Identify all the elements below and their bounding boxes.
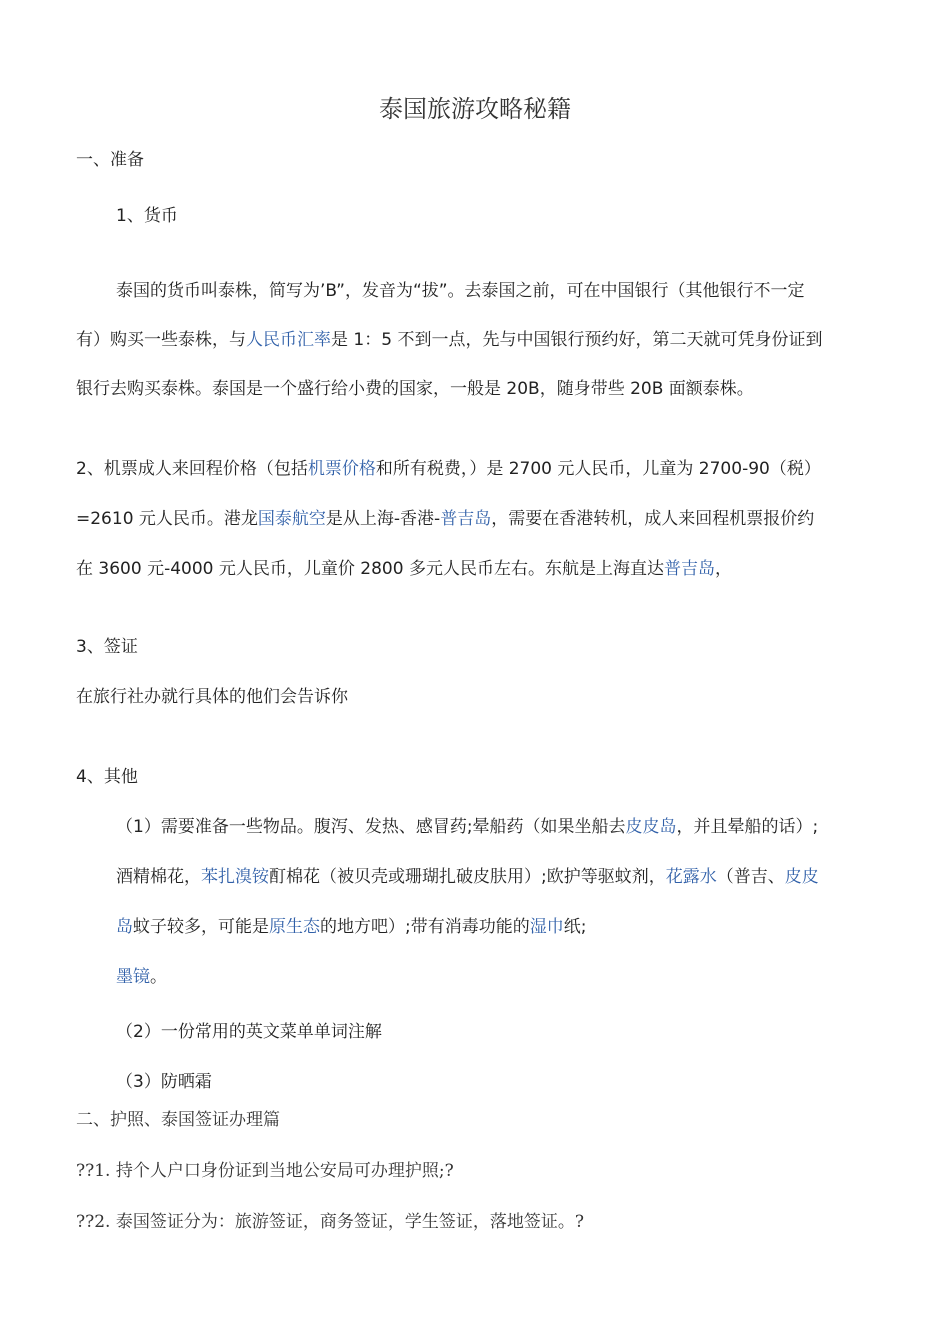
paragraph-currency-line-1: 泰国的货币叫泰株，简写为’B”，发音为“拔”。去泰国之前，可在中国银行（其他银行不一定 <box>116 281 805 301</box>
link-phi-phi-island[interactable]: 皮皮 <box>784 867 819 887</box>
link-airfare-price[interactable]: 机票价格 <box>307 459 376 479</box>
link-wet-wipes[interactable]: 湿巾 <box>529 917 564 937</box>
text-run: ， <box>714 559 732 579</box>
link-florida-water[interactable]: 花露水 <box>665 867 717 887</box>
paragraph-currency-line-3: 银行去购买泰株。泰国是一个盛行给小费的国家，一般是 20B，随身带些 20B 面额泰株。 <box>76 379 754 399</box>
section-heading-preparation: 一、准备 <box>76 150 144 170</box>
text-run: （1）需要准备一些物品。腹泻、发热、感冒药;晕船药（如果坐船去 <box>116 817 626 837</box>
link-benzalkonium-bromide[interactable]: 苯扎溴铵 <box>201 867 269 887</box>
text-run: 蚊子较多，可能是 <box>133 917 269 937</box>
paragraph-items-line-2 <box>116 865 819 889</box>
paragraph-items-line-1 <box>116 815 818 839</box>
link-rmb-exchange-rate[interactable]: 人民币汇率 <box>246 330 331 350</box>
subheading-visa: 3、签证 <box>76 637 138 657</box>
paragraph-passport: ??1. 持个人户口身份证到当地公安局可办理护照;? <box>76 1161 454 1181</box>
page-title: 泰国旅游攻略秘籍 <box>379 95 571 123</box>
paragraph-airfare-line-2 <box>76 507 814 531</box>
text-run: 2、机票成人来回程价格（包括 <box>76 459 308 479</box>
text-run: ，并且晕船的话）; <box>676 817 819 837</box>
text-run: （普吉、 <box>716 867 785 887</box>
link-phuket[interactable]: 普吉岛 <box>440 509 492 529</box>
link-ecological[interactable]: 原生态 <box>269 917 320 937</box>
paragraph-airfare-line-1 <box>76 457 821 481</box>
link-sunglasses[interactable]: 墨镜 <box>116 967 150 987</box>
text-run: 的地方吧）;带有消毒功能的 <box>320 917 530 937</box>
paragraph-currency-line-2 <box>76 328 822 352</box>
paragraph-visa-types: ??2. 泰国签证分为：旅游签证，商务签证，学生签证，落地签证。? <box>76 1212 584 1232</box>
text-run: 酒精棉花， <box>116 867 201 887</box>
text-run: 纸; <box>563 917 587 937</box>
subheading-other: 4、其他 <box>76 767 138 787</box>
section-heading-passport-visa: 二、护照、泰国签证办理篇 <box>76 1110 280 1130</box>
paragraph-visa: 在旅行社办就行具体的他们会告诉你 <box>76 687 348 707</box>
text-run: 是 1：5 不到一点，先与中国银行预约好，第二天就可凭身份证到 <box>331 330 823 350</box>
text-run: =2610 元人民币。港龙 <box>76 509 258 529</box>
paragraph-sunscreen: （3）防晒霜 <box>116 1072 212 1092</box>
paragraph-airfare-line-3 <box>76 557 732 581</box>
link-phi-phi-island[interactable]: 岛 <box>116 917 133 937</box>
link-cathay-pacific[interactable]: 国泰航空 <box>257 509 326 529</box>
subheading-currency: 1、货币 <box>116 206 178 226</box>
text-run: 在 3600 元-4000 元人民币，儿童价 2800 多元人民币左右。东航是上海直达 <box>76 559 664 579</box>
paragraph-menu-glossary: （2）一份常用的英文菜单单词注解 <box>116 1022 382 1042</box>
paragraph-items-line-4 <box>116 965 167 989</box>
text-run: 是从上海-香港- <box>325 509 441 529</box>
text-run: 酊棉花（被贝壳或珊瑚扎破皮肤用）;欧护等驱蚊剂， <box>269 867 666 887</box>
text-run: ，需要在香港转机，成人来回程机票报价约 <box>491 509 815 529</box>
text-run: 和所有税费，）是 2700 元人民币，儿童为 2700-90（税） <box>375 459 821 479</box>
paragraph-items-line-3 <box>116 915 586 939</box>
text-run: 。 <box>150 967 167 987</box>
link-phi-phi-island[interactable]: 皮皮岛 <box>625 817 677 837</box>
text-run: 有）购买一些泰株，与 <box>76 330 246 350</box>
link-phuket[interactable]: 普吉岛 <box>663 559 715 579</box>
